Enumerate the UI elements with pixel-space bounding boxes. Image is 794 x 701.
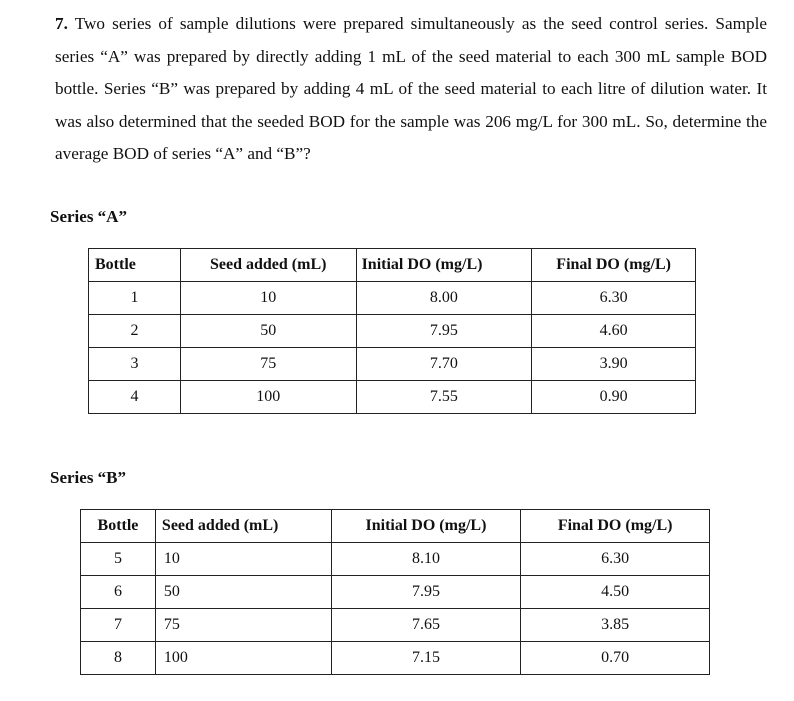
column-header: Bottle [81, 510, 156, 543]
table-cell: 7.55 [356, 381, 532, 414]
table-cell: 8.10 [331, 543, 521, 576]
table-row [81, 642, 710, 675]
table-cell: 10 [155, 543, 331, 576]
column-header: Seed added (mL) [180, 249, 356, 282]
table-row [81, 576, 710, 609]
table-header-row [89, 249, 696, 282]
table-cell: 7.95 [331, 576, 521, 609]
table-row [89, 381, 696, 414]
table-cell: 7.95 [356, 315, 532, 348]
column-header: Initial DO (mg/L) [356, 249, 532, 282]
table-row [81, 609, 710, 642]
table-header-row [81, 510, 710, 543]
column-header: Initial DO (mg/L) [331, 510, 521, 543]
table-cell: 75 [155, 609, 331, 642]
table-cell: 7 [81, 609, 156, 642]
table-cell: 4.50 [521, 576, 710, 609]
table-cell: 8 [81, 642, 156, 675]
question-paragraph [55, 8, 767, 171]
table-cell: 7.70 [356, 348, 532, 381]
table-cell: 50 [180, 315, 356, 348]
table-cell: 3.90 [532, 348, 696, 381]
table-cell: 3.85 [521, 609, 710, 642]
table-cell: 0.70 [521, 642, 710, 675]
table-cell: 1 [89, 282, 181, 315]
column-header: Final DO (mg/L) [532, 249, 696, 282]
series-b-table [80, 509, 710, 675]
table-cell: 6 [81, 576, 156, 609]
question-text: Two series of sample dilutions were prepared simultaneously as the seed control series. Sample series “A” was prepared by directly adding 1 mL of the seed material to each 300 mL sample BOD bottle. Series “B” was prepared by adding 4 mL of the seed material to each litre of dilution water. It was also determined that the seeded BOD for the sample was 206 mg/L for 300 mL. So, determine the average BOD of series “A” and “B”? [55, 14, 767, 163]
table-row [89, 315, 696, 348]
table-cell: 2 [89, 315, 181, 348]
table-cell: 50 [155, 576, 331, 609]
table-row [89, 282, 696, 315]
table-cell: 7.65 [331, 609, 521, 642]
series-a-heading: Series “A” [50, 207, 127, 226]
column-header: Final DO (mg/L) [521, 510, 710, 543]
table-cell: 5 [81, 543, 156, 576]
table-cell: 0.90 [532, 381, 696, 414]
series-b-heading: Series “B” [50, 468, 127, 487]
table-cell: 6.30 [521, 543, 710, 576]
question-number: 7. [55, 14, 68, 33]
table-cell: 100 [155, 642, 331, 675]
table-cell: 75 [180, 348, 356, 381]
table-cell: 6.30 [532, 282, 696, 315]
table-cell: 100 [180, 381, 356, 414]
column-header: Seed added (mL) [155, 510, 331, 543]
series-a-table [88, 248, 696, 414]
column-header: Bottle [89, 249, 181, 282]
table-cell: 7.15 [331, 642, 521, 675]
table-row [81, 543, 710, 576]
table-cell: 4 [89, 381, 181, 414]
table-row [89, 348, 696, 381]
table-cell: 10 [180, 282, 356, 315]
table-cell: 4.60 [532, 315, 696, 348]
table-cell: 8.00 [356, 282, 532, 315]
table-cell: 3 [89, 348, 181, 381]
